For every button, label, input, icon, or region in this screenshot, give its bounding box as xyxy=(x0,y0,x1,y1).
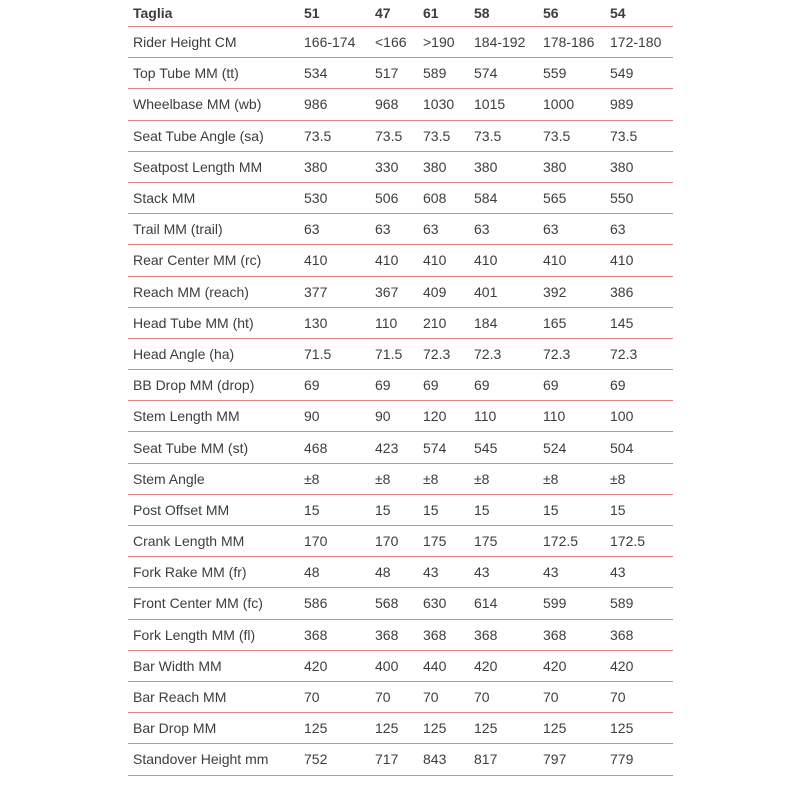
table-row xyxy=(128,619,673,650)
row-value: 468 xyxy=(304,432,375,463)
row-value: 178-186 xyxy=(543,27,610,58)
table-row xyxy=(128,370,673,401)
row-value: 420 xyxy=(543,650,610,681)
row-label: Seat Tube MM (st) xyxy=(128,432,304,463)
row-value: 175 xyxy=(423,526,474,557)
table-row xyxy=(128,120,673,151)
row-label: Trail MM (trail) xyxy=(128,214,304,245)
table-row xyxy=(128,588,673,619)
row-value: 589 xyxy=(610,588,673,619)
header-size-56: 56 xyxy=(543,0,610,27)
row-value: ±8 xyxy=(375,463,423,494)
table-row xyxy=(128,58,673,89)
row-value: 48 xyxy=(375,557,423,588)
row-value: 69 xyxy=(423,370,474,401)
row-label: Rear Center MM (rc) xyxy=(128,245,304,276)
row-label: BB Drop MM (drop) xyxy=(128,370,304,401)
row-value: 545 xyxy=(474,432,543,463)
row-value: 63 xyxy=(474,214,543,245)
row-value: 368 xyxy=(474,619,543,650)
row-value: 380 xyxy=(423,151,474,182)
row-value: 559 xyxy=(543,58,610,89)
row-value: 73.5 xyxy=(304,120,375,151)
row-value: 565 xyxy=(543,182,610,213)
row-value: 69 xyxy=(304,370,375,401)
header-size-47: 47 xyxy=(375,0,423,27)
row-value: 330 xyxy=(375,151,423,182)
row-value: 409 xyxy=(423,276,474,307)
header-row xyxy=(128,0,673,27)
geometry-table xyxy=(128,0,673,776)
table-row xyxy=(128,494,673,525)
row-value: 1000 xyxy=(543,89,610,120)
table-row xyxy=(128,307,673,338)
row-value: 15 xyxy=(543,494,610,525)
row-label: Fork Rake MM (fr) xyxy=(128,557,304,588)
row-value: 779 xyxy=(610,744,673,775)
row-value: 110 xyxy=(375,307,423,338)
row-value: 15 xyxy=(610,494,673,525)
table-row xyxy=(128,89,673,120)
row-value: 568 xyxy=(375,588,423,619)
row-label: Seat Tube Angle (sa) xyxy=(128,120,304,151)
row-value: 15 xyxy=(423,494,474,525)
row-value: 614 xyxy=(474,588,543,619)
row-value: 817 xyxy=(474,744,543,775)
row-value: 125 xyxy=(304,713,375,744)
row-value: 517 xyxy=(375,58,423,89)
row-value: 530 xyxy=(304,182,375,213)
row-value: 410 xyxy=(543,245,610,276)
row-value: 73.5 xyxy=(423,120,474,151)
row-value: 63 xyxy=(543,214,610,245)
table-row xyxy=(128,744,673,775)
row-value: 550 xyxy=(610,182,673,213)
table-row xyxy=(128,681,673,712)
row-value: 586 xyxy=(304,588,375,619)
table-row xyxy=(128,650,673,681)
header-taglia-label: Taglia xyxy=(128,0,304,27)
row-value: 120 xyxy=(423,401,474,432)
row-value: 48 xyxy=(304,557,375,588)
row-value: 410 xyxy=(375,245,423,276)
row-value: 43 xyxy=(474,557,543,588)
row-value: 584 xyxy=(474,182,543,213)
row-value: 63 xyxy=(304,214,375,245)
row-value: 165 xyxy=(543,307,610,338)
table-row xyxy=(128,557,673,588)
row-value: 73.5 xyxy=(375,120,423,151)
header-size-61: 61 xyxy=(423,0,474,27)
row-label: Fork Length MM (fl) xyxy=(128,619,304,650)
row-value: 410 xyxy=(423,245,474,276)
row-value: 110 xyxy=(543,401,610,432)
row-value: 368 xyxy=(543,619,610,650)
row-value: 72.3 xyxy=(610,338,673,369)
row-value: 125 xyxy=(543,713,610,744)
row-value: 73.5 xyxy=(610,120,673,151)
row-value: 752 xyxy=(304,744,375,775)
row-label: Seatpost Length MM xyxy=(128,151,304,182)
row-value: 125 xyxy=(423,713,474,744)
row-value: <166 xyxy=(375,27,423,58)
row-value: 43 xyxy=(543,557,610,588)
row-value: 506 xyxy=(375,182,423,213)
row-value: 63 xyxy=(610,214,673,245)
table-row xyxy=(128,27,673,58)
row-label: Bar Width MM xyxy=(128,650,304,681)
row-value: 534 xyxy=(304,58,375,89)
row-value: 968 xyxy=(375,89,423,120)
row-value: 172.5 xyxy=(610,526,673,557)
row-value: 504 xyxy=(610,432,673,463)
row-label: Head Tube MM (ht) xyxy=(128,307,304,338)
row-value: 72.3 xyxy=(543,338,610,369)
row-value: 367 xyxy=(375,276,423,307)
table-row xyxy=(128,214,673,245)
row-value: 843 xyxy=(423,744,474,775)
row-value: 410 xyxy=(304,245,375,276)
row-value: >190 xyxy=(423,27,474,58)
row-value: 43 xyxy=(423,557,474,588)
header-size-54: 54 xyxy=(610,0,673,27)
row-label: Front Center MM (fc) xyxy=(128,588,304,619)
row-label: Bar Reach MM xyxy=(128,681,304,712)
row-value: 69 xyxy=(543,370,610,401)
row-value: 380 xyxy=(304,151,375,182)
row-value: 110 xyxy=(474,401,543,432)
row-value: 63 xyxy=(423,214,474,245)
row-value: 43 xyxy=(610,557,673,588)
row-value: 69 xyxy=(375,370,423,401)
row-value: 170 xyxy=(375,526,423,557)
row-value: 440 xyxy=(423,650,474,681)
row-value: 410 xyxy=(610,245,673,276)
row-label: Head Angle (ha) xyxy=(128,338,304,369)
row-label: Standover Height mm xyxy=(128,744,304,775)
row-value: 368 xyxy=(610,619,673,650)
row-value: 70 xyxy=(610,681,673,712)
table-body xyxy=(128,27,673,776)
row-label: Wheelbase MM (wb) xyxy=(128,89,304,120)
row-value: 70 xyxy=(375,681,423,712)
row-value: ±8 xyxy=(543,463,610,494)
row-value: 574 xyxy=(423,432,474,463)
row-value: 423 xyxy=(375,432,423,463)
row-value: 797 xyxy=(543,744,610,775)
row-value: 1030 xyxy=(423,89,474,120)
row-value: 1015 xyxy=(474,89,543,120)
table-row xyxy=(128,401,673,432)
header-size-58: 58 xyxy=(474,0,543,27)
row-value: 172-180 xyxy=(610,27,673,58)
row-value: 172.5 xyxy=(543,526,610,557)
table-row xyxy=(128,713,673,744)
table-row xyxy=(128,463,673,494)
row-value: 175 xyxy=(474,526,543,557)
row-label: Stem Length MM xyxy=(128,401,304,432)
row-value: 989 xyxy=(610,89,673,120)
row-value: 125 xyxy=(375,713,423,744)
row-value: 392 xyxy=(543,276,610,307)
table-row xyxy=(128,182,673,213)
row-value: 368 xyxy=(423,619,474,650)
row-value: 72.3 xyxy=(474,338,543,369)
row-value: 15 xyxy=(304,494,375,525)
row-value: 549 xyxy=(610,58,673,89)
row-value: 524 xyxy=(543,432,610,463)
row-value: 184 xyxy=(474,307,543,338)
row-value: 630 xyxy=(423,588,474,619)
row-value: ±8 xyxy=(474,463,543,494)
row-value: 90 xyxy=(304,401,375,432)
row-value: 377 xyxy=(304,276,375,307)
row-value: 386 xyxy=(610,276,673,307)
row-value: 100 xyxy=(610,401,673,432)
row-value: 73.5 xyxy=(474,120,543,151)
row-value: 380 xyxy=(474,151,543,182)
row-value: 380 xyxy=(610,151,673,182)
row-label: Bar Drop MM xyxy=(128,713,304,744)
row-value: 420 xyxy=(610,650,673,681)
row-value: 184-192 xyxy=(474,27,543,58)
row-value: 589 xyxy=(423,58,474,89)
row-value: 63 xyxy=(375,214,423,245)
table-row xyxy=(128,245,673,276)
row-label: Stem Angle xyxy=(128,463,304,494)
row-value: 125 xyxy=(474,713,543,744)
row-value: 210 xyxy=(423,307,474,338)
row-label: Post Offset MM xyxy=(128,494,304,525)
row-value: 70 xyxy=(304,681,375,712)
row-value: 71.5 xyxy=(304,338,375,369)
row-value: ±8 xyxy=(610,463,673,494)
row-label: Top Tube MM (tt) xyxy=(128,58,304,89)
row-value: 717 xyxy=(375,744,423,775)
row-label: Crank Length MM xyxy=(128,526,304,557)
row-label: Stack MM xyxy=(128,182,304,213)
row-value: 70 xyxy=(474,681,543,712)
row-value: 125 xyxy=(610,713,673,744)
row-value: 90 xyxy=(375,401,423,432)
row-value: 70 xyxy=(423,681,474,712)
table-row xyxy=(128,432,673,463)
row-value: 166-174 xyxy=(304,27,375,58)
row-value: 420 xyxy=(304,650,375,681)
table-row xyxy=(128,151,673,182)
row-value: 130 xyxy=(304,307,375,338)
row-value: 170 xyxy=(304,526,375,557)
row-value: 380 xyxy=(543,151,610,182)
row-value: 69 xyxy=(610,370,673,401)
row-value: 15 xyxy=(375,494,423,525)
row-value: 599 xyxy=(543,588,610,619)
row-value: 986 xyxy=(304,89,375,120)
header-size-51: 51 xyxy=(304,0,375,27)
row-label: Reach MM (reach) xyxy=(128,276,304,307)
row-value: 15 xyxy=(474,494,543,525)
row-value: 608 xyxy=(423,182,474,213)
row-value: 70 xyxy=(543,681,610,712)
row-value: 69 xyxy=(474,370,543,401)
row-value: 145 xyxy=(610,307,673,338)
table-row xyxy=(128,338,673,369)
row-value: 420 xyxy=(474,650,543,681)
row-value: 368 xyxy=(304,619,375,650)
table-row xyxy=(128,276,673,307)
row-value: ±8 xyxy=(423,463,474,494)
row-value: 410 xyxy=(474,245,543,276)
row-value: 71.5 xyxy=(375,338,423,369)
row-value: 574 xyxy=(474,58,543,89)
row-value: 73.5 xyxy=(543,120,610,151)
row-value: ±8 xyxy=(304,463,375,494)
row-value: 400 xyxy=(375,650,423,681)
table-row xyxy=(128,526,673,557)
row-label: Rider Height CM xyxy=(128,27,304,58)
row-value: 401 xyxy=(474,276,543,307)
row-value: 72.3 xyxy=(423,338,474,369)
row-value: 368 xyxy=(375,619,423,650)
